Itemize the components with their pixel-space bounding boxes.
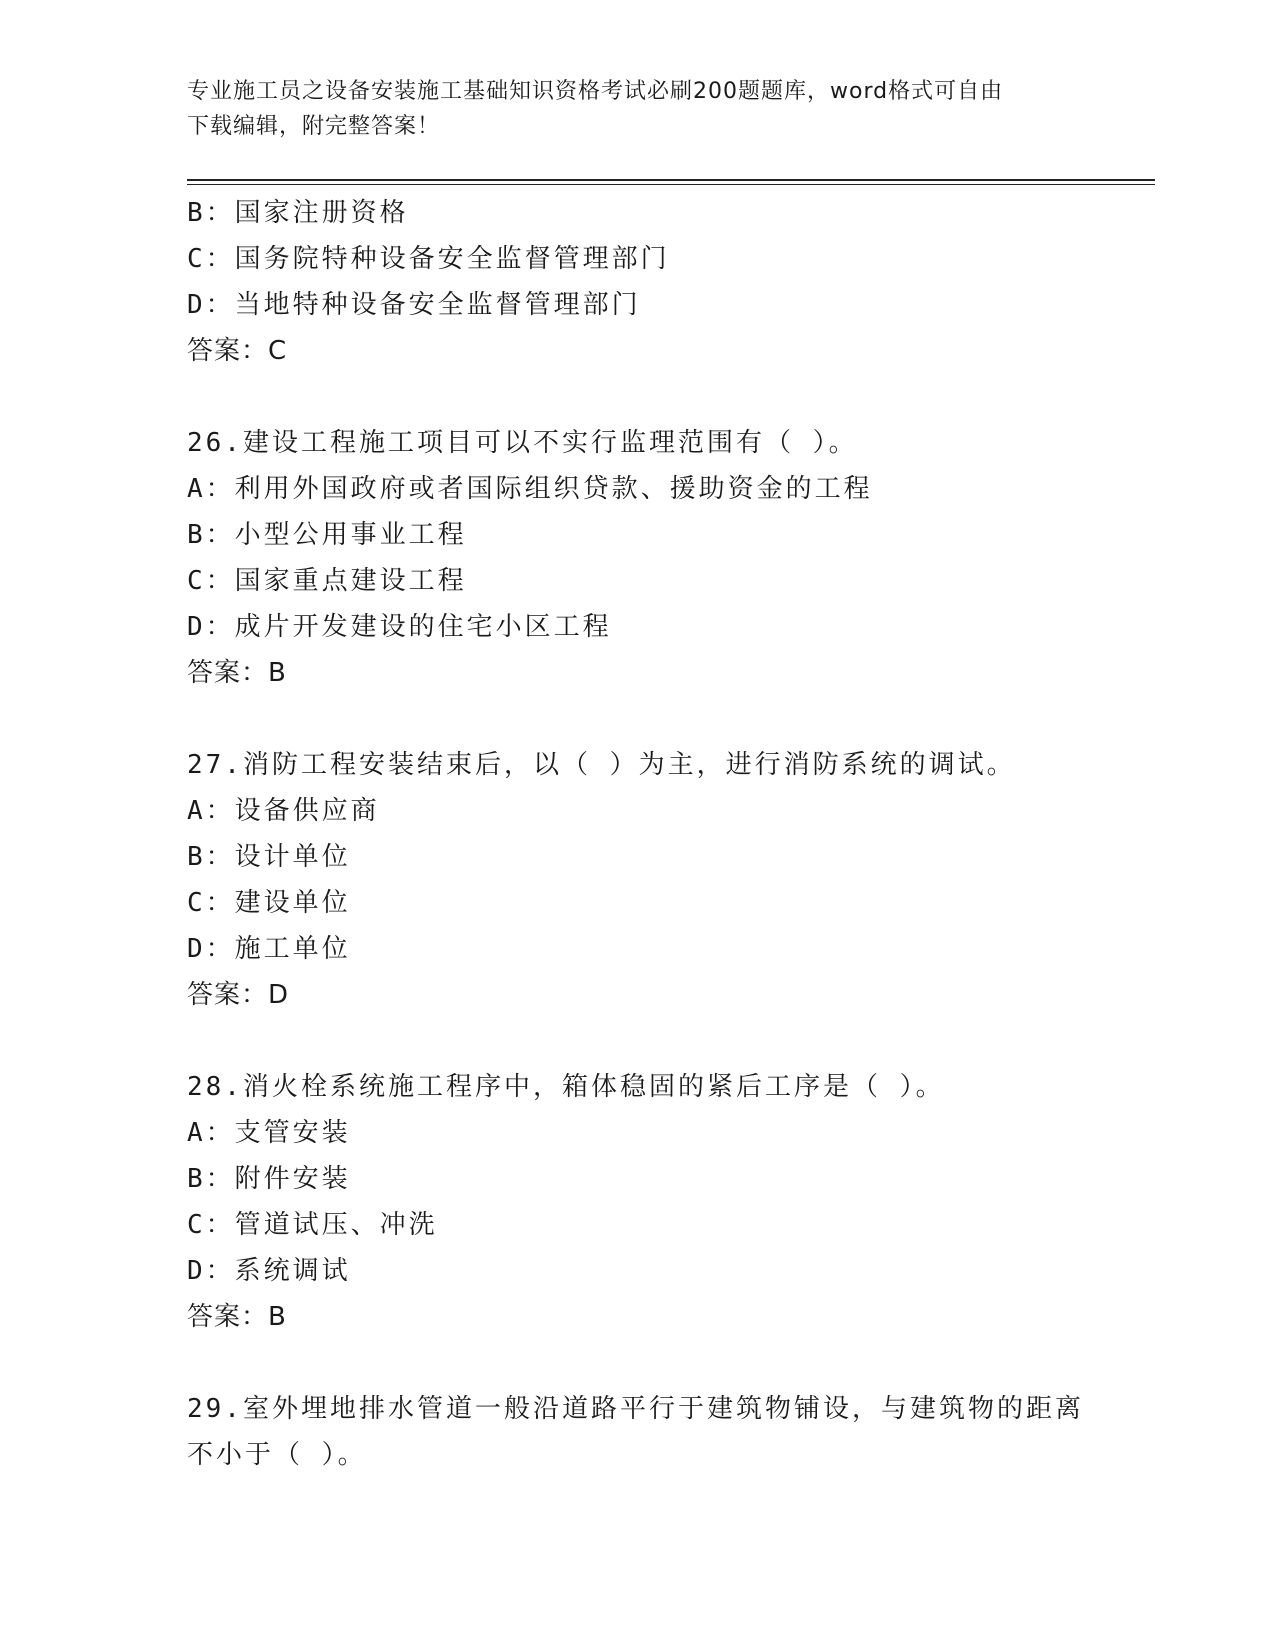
question-text-line-1: 29.室外埋地排水管道一般沿道路平行于建筑物铺设，与建筑物的距离 xyxy=(187,1394,1084,1424)
question-29 xyxy=(187,1386,1155,1478)
answer: 答案：D xyxy=(187,980,290,1010)
question-text: 26.建设工程施工项目可以不实行监理范围有（ ）。 xyxy=(187,428,858,458)
option-b: B：附件安装 xyxy=(187,1164,351,1194)
question-27 xyxy=(187,742,1155,1018)
option-a: A：支管安装 xyxy=(187,1118,351,1148)
document-header xyxy=(187,74,1087,144)
option-b: B：小型公用事业工程 xyxy=(187,520,467,550)
question-28 xyxy=(187,1064,1155,1340)
question-body xyxy=(187,190,1155,1478)
option-c: C：国家重点建设工程 xyxy=(187,566,467,596)
answer: 答案：C xyxy=(187,336,288,366)
header-divider-thin xyxy=(187,184,1155,185)
question-26 xyxy=(187,420,1155,696)
option-a: A：利用外国政府或者国际组织贷款、援助资金的工程 xyxy=(187,474,873,504)
option-d: D：施工单位 xyxy=(187,934,351,964)
header-divider-thick xyxy=(187,179,1155,181)
option-a: A：设备供应商 xyxy=(187,796,380,826)
option-b: B：设计单位 xyxy=(187,842,351,872)
question-text-line-2: 不小于（ ）。 xyxy=(187,1440,367,1470)
question-text: 28.消火栓系统施工程序中，箱体稳固的紧后工序是（ ）。 xyxy=(187,1072,945,1102)
answer: 答案：B xyxy=(187,658,287,688)
option-c: C：建设单位 xyxy=(187,888,351,918)
option-d: D：成片开发建设的住宅小区工程 xyxy=(187,612,612,642)
option-d: D：系统调试 xyxy=(187,1256,351,1286)
question-text: 27.消防工程安装结束后，以（ ）为主，进行消防系统的调试。 xyxy=(187,750,1016,780)
option-c: C：国务院特种设备安全监督管理部门 xyxy=(187,244,670,274)
question-25-continued xyxy=(187,190,1155,374)
option-d: D：当地特种设备安全监督管理部门 xyxy=(187,290,641,320)
answer: 答案：B xyxy=(187,1302,287,1332)
option-b: B：国家注册资格 xyxy=(187,198,409,228)
header-line-1: 专业施工员之设备安装施工基础知识资格考试必刷200题题库，word格式可自由 xyxy=(187,79,1004,104)
header-line-2: 下载编辑，附完整答案！ xyxy=(187,114,441,139)
option-c: C：管道试压、冲洗 xyxy=(187,1210,438,1240)
